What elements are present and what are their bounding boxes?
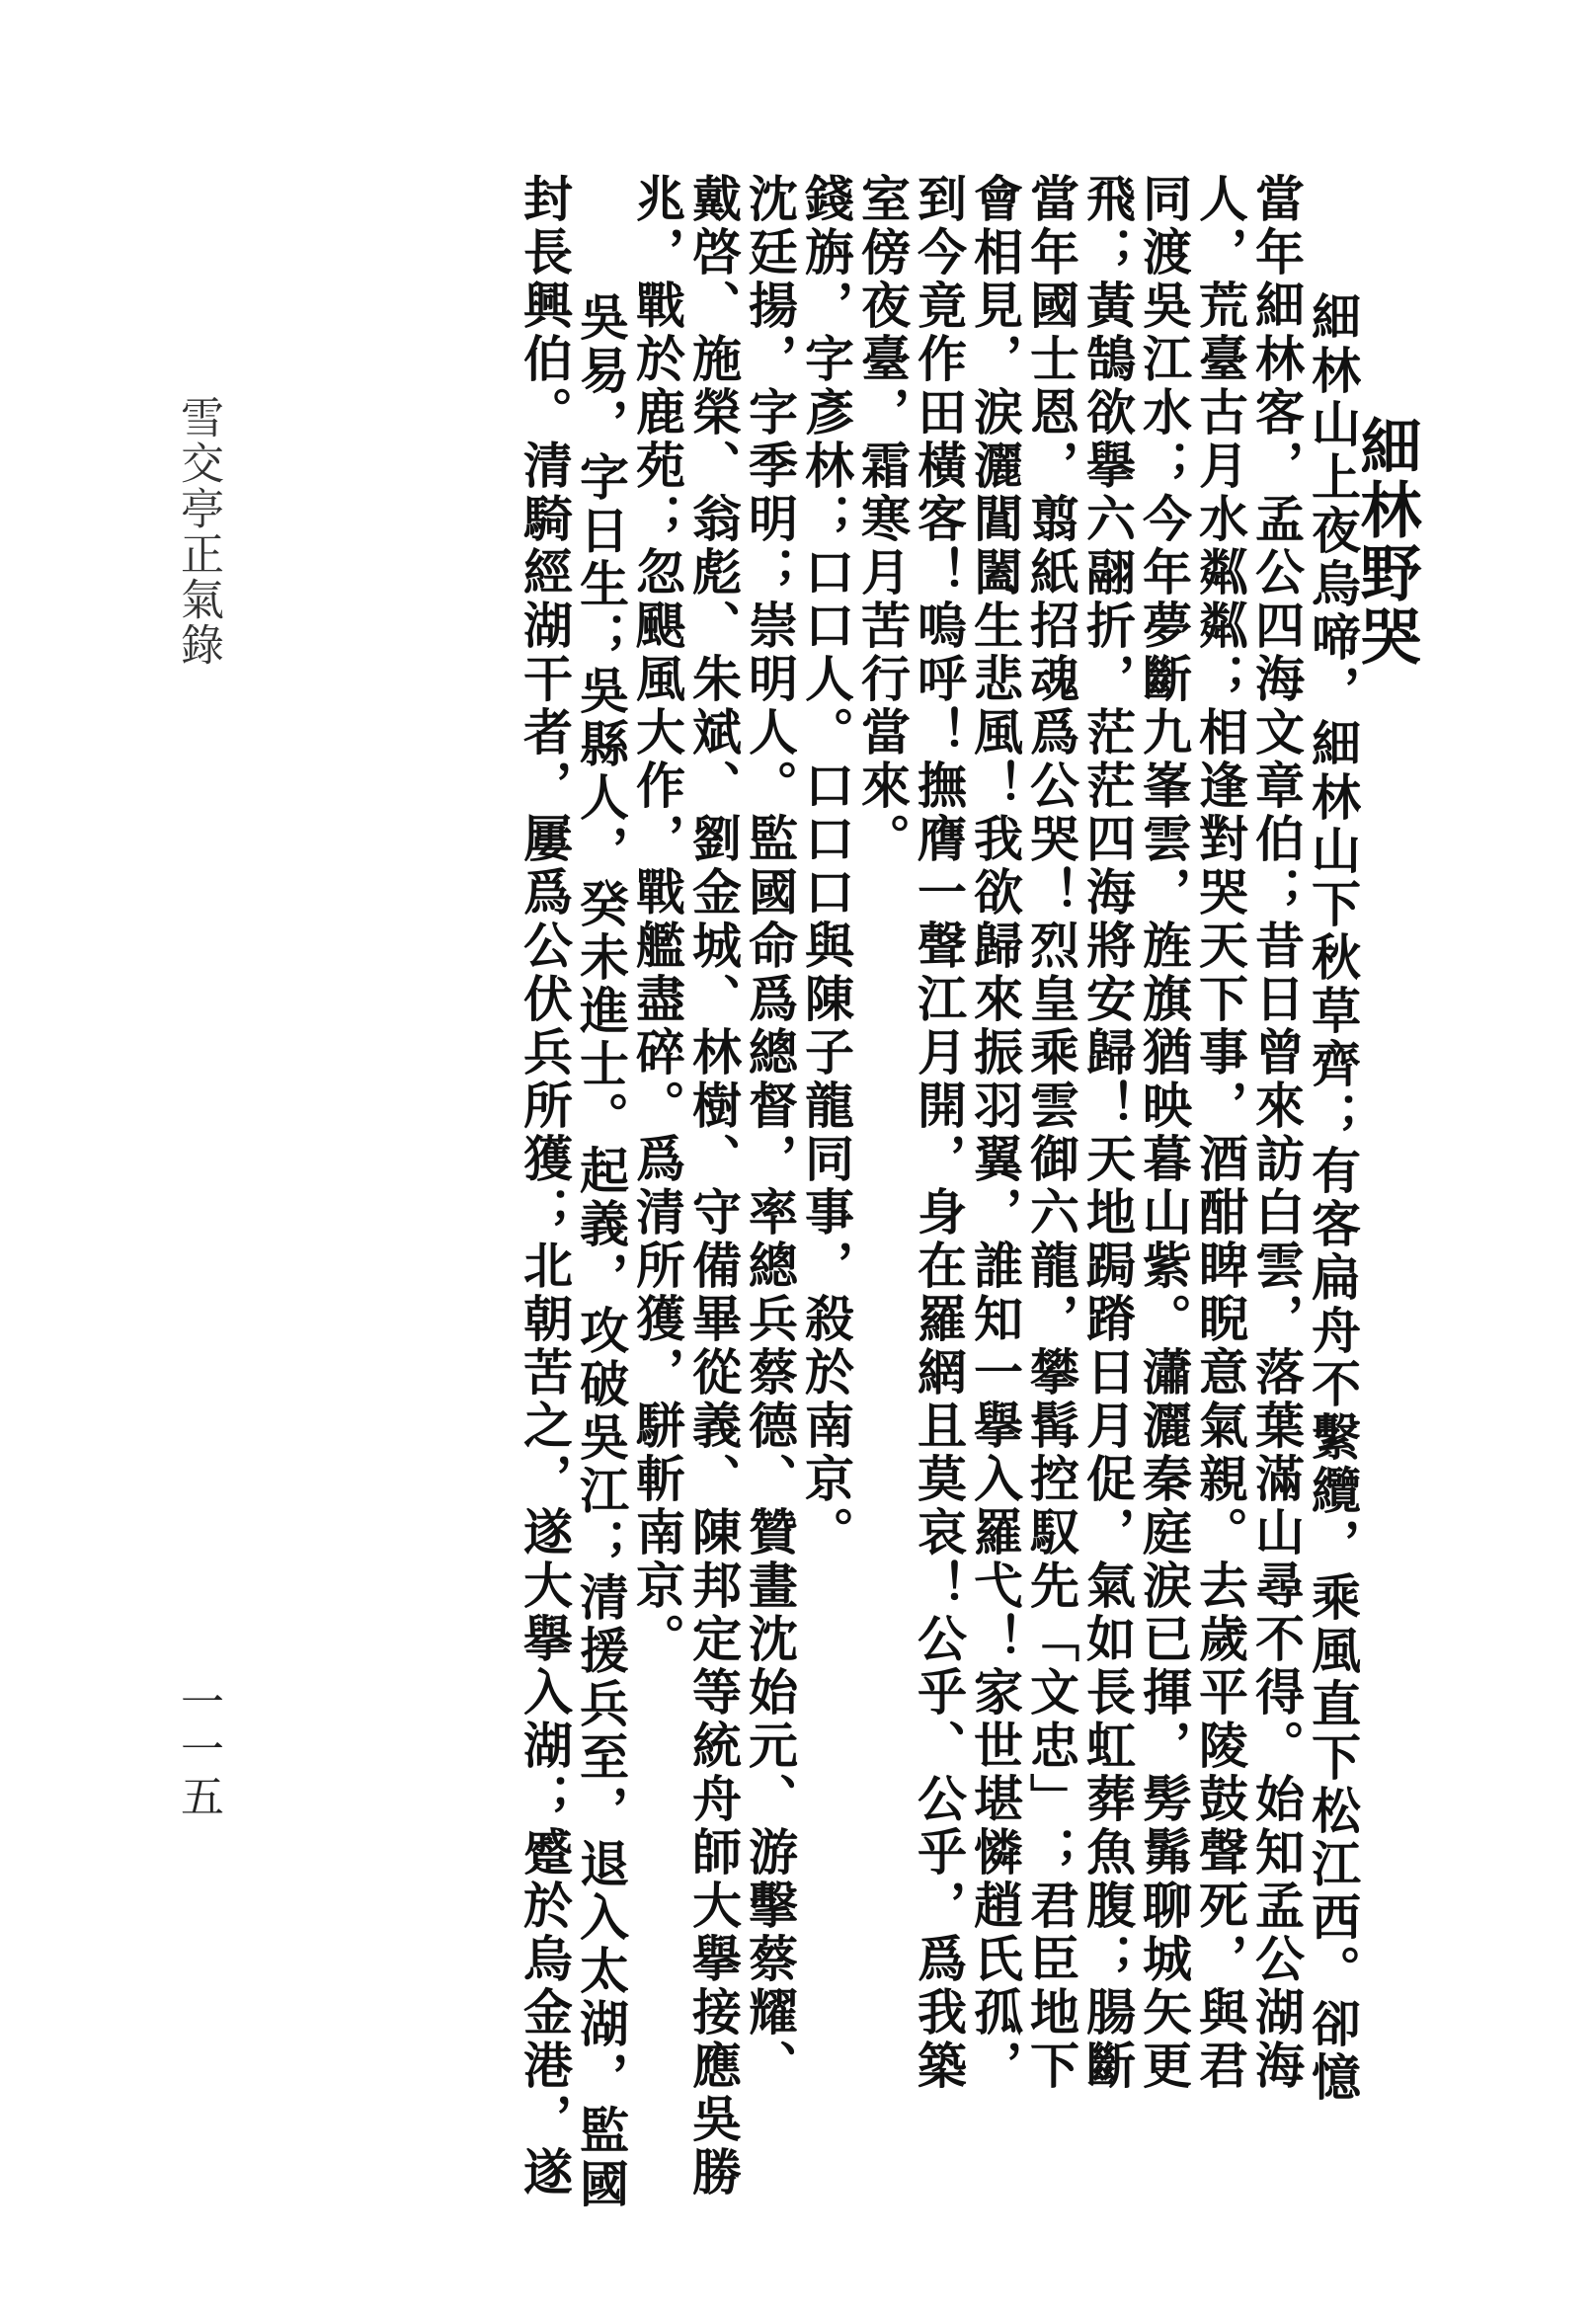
text-column: 會相見，涙灑閶闔生悲風！我欲歸來振羽翼，誰知一擧入羅弋！家世堪憐趙氏孤，	[966, 173, 1024, 2093]
text-column: 兆，戰於鹿苑；忽颶風大作，戰艦盡碎。爲清所獲，駢斬南京。	[628, 173, 686, 1666]
text-column: 吳易，字日生；吳縣人，癸未進士。起義，攻破吳江；清援兵至，退入太湖，監國	[572, 291, 630, 2211]
text-column: 當年細林客，孟公四海文章伯；昔日曾來訪白雲，落葉滿山尋不得。始知孟公湖海	[1247, 173, 1306, 2093]
text-column: 到今竟作田橫客！嗚呼！撫膺一聲江月開，身在羅網且莫哀！公乎、公乎，爲我築	[910, 173, 968, 2093]
body-text	[516, 173, 1362, 2211]
text-column: 人，荒臺古月水粼粼；相逢對哭天下事，酒酣睥睨意氣親。去歲平陵鼓聲死，與君	[1191, 173, 1249, 2093]
section-title: 細林野哭	[1350, 415, 1422, 668]
text-column: 當年國士恩，翦紙招魂爲公哭！烈皇乘雲御六龍，攀髯控馭先「文忠」；君臣地下	[1022, 173, 1080, 2093]
text-column: 沈廷揚，字季明；崇明人。監國命爲總督，率總兵蔡德、贊畫沈始元、游擊蔡耀、	[741, 173, 799, 2093]
page-number: 一一五	[173, 1679, 223, 1821]
text-column: 細林山上夜烏啼，細林山下秋草齊；有客扁舟不繫纜，乘風直下松江西。卻憶	[1304, 291, 1362, 2105]
text-column: 戴啓、施榮、翁彪、朱斌、劉金城、林樹、守備畢從義、陳邦定等統舟師大擧接應吳勝	[684, 173, 743, 2200]
text-column: 錢旃，字彥林；口口人。口口口與陳子龍同事，殺於南京。	[797, 173, 855, 1560]
text-column: 室傍夜臺，霜寒月苦行當來。	[853, 173, 912, 866]
text-column: 飛；黃鵠欲擧六翮折，茫茫四海將安歸！天地跼蹐日月促，氣如長虹葬魚腹；腸斷	[1078, 173, 1137, 2093]
text-column: 同渡吳江水；今年夢斷九峯雲，旌旗猶映暮山紫。瀟灑秦庭涙已揮，髣髴聊城矢更	[1135, 173, 1193, 2093]
book-title: 雪交亭正氣錄	[173, 395, 223, 668]
text-column: 封長興伯。清騎經湖干者，屢爲公伏兵所獲；北朝苦之，遂大擧入湖；蹙於烏金港，遂	[516, 173, 574, 2200]
